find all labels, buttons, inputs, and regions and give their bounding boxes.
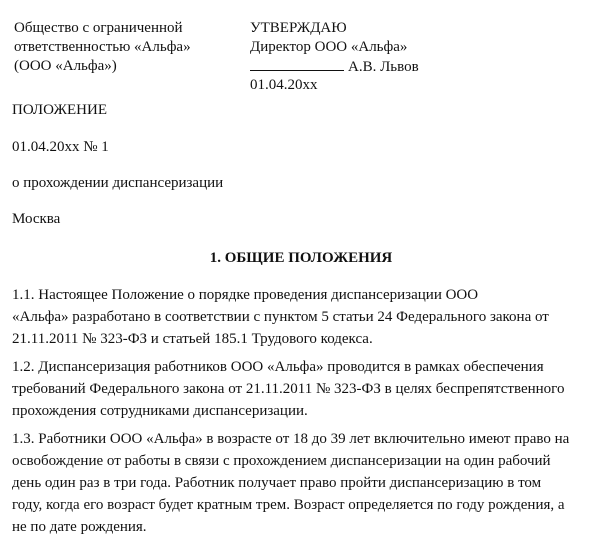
document-date-number: 01.04.20хх № 1 — [12, 139, 109, 155]
section-heading: 1. ОБЩИЕ ПОЛОЖЕНИЯ — [209, 250, 393, 266]
signature-line — [250, 57, 344, 71]
paragraph-1-1 — [12, 284, 596, 350]
organization-name-line-2: ответственностью «Альфа» — [14, 39, 191, 55]
approval-position: Директор ООО «Альфа» — [250, 39, 408, 55]
paragraph-line: требований Федерального закона от 21.11.2011 № 323-ФЗ в целях беспрепятственного — [12, 381, 565, 397]
paragraph-line: день один раз в три года. Работник получает право пройти диспансеризацию в том — [12, 475, 542, 491]
paragraph-1-2 — [12, 356, 596, 422]
approval-date: 01.04.20хх — [250, 77, 318, 93]
organization-short-name: (ООО «Альфа») — [14, 58, 117, 74]
document-city: Москва — [12, 211, 61, 227]
paragraph-1-3 — [12, 428, 596, 538]
organization-name-line-1: Общество с ограниченной — [14, 20, 183, 36]
paragraph-line: 1.2. Диспансеризация работников ООО «Альфа» проводится в рамках обеспечения — [12, 359, 544, 375]
document-subject: о прохождении диспансеризации — [12, 175, 224, 191]
paragraph-line: прохождения сотрудниками диспансеризации. — [12, 403, 308, 419]
paragraph-line: году, когда его возраст будет кратным трем. Возраст определяется по году рождения, а — [12, 497, 565, 513]
paragraph-line: освобождение от работы в связи с прохождением диспансеризации на один рабочий — [12, 453, 551, 469]
approval-signature — [250, 57, 419, 77]
approval-title: УТВЕРЖДАЮ — [250, 20, 347, 36]
document-type: ПОЛОЖЕНИЕ — [12, 102, 107, 118]
approval-signer: А.В. Львов — [348, 59, 419, 75]
paragraph-line: 1.3. Работники ООО «Альфа» в возрасте от 18 до 39 лет включительно имеют право на — [12, 431, 570, 447]
paragraph-line: «Альфа» разработано в соответствии с пунктом 5 статьи 24 Федерального закона от — [12, 309, 549, 325]
paragraph-line: 1.1. Настоящее Положение о порядке проведения диспансеризации ООО — [12, 287, 479, 303]
paragraph-line: 21.11.2011 № 323-ФЗ и статьей 185.1 Трудового кодекса. — [12, 331, 373, 347]
paragraph-line: не по дате рождения. — [12, 519, 147, 535]
